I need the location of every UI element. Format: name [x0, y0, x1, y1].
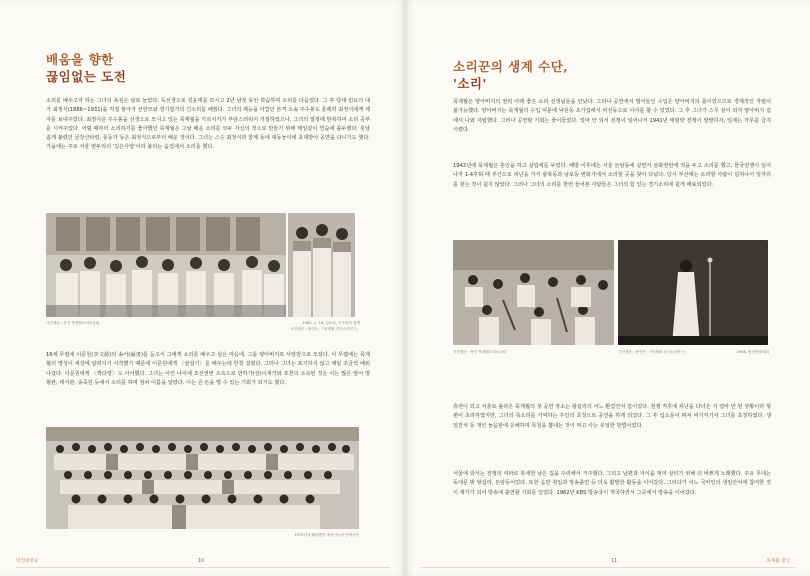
left-photo-caption-c: 1970년대 활동했던 예술인들의 단체사진 — [294, 533, 359, 537]
left-footer-title: 명인명창들 — [16, 559, 39, 564]
performance-photo-musicians — [453, 240, 614, 345]
group-photo-hanbok — [46, 213, 286, 317]
right-photo-caption-a: 사진제공 : 용인 묵계월소리보존회 — [453, 350, 507, 354]
right-heading — [453, 58, 568, 92]
right-photo-caption-b2: 1966. 명인명창대회 — [736, 350, 769, 354]
right-page — [405, 0, 810, 576]
left-photo-caption-b-line1: 1962. 1. 16. 김소희, 이소향과 함께 — [302, 321, 360, 325]
left-photo-caption-a: 사진제공 : 용인 묵계월소리보존회 — [46, 321, 100, 325]
right-footer-title: 묵계월 명인 — [766, 559, 790, 564]
left-page-number: 10 — [198, 559, 205, 564]
right-heading-line1: 소리꾼의 생계 수단, — [453, 59, 569, 74]
right-paragraph-4: 서울에 와서는 전쟁의 여파로 북새한 남은 집을 수리해서 거주했다. 그리고 남편과 자식을 먹여 살리기 위해 더 바쁘게 노래했다. 주요 무대는 동대문 밖 왕십리, 돈암동이었다. 또한 음반 취입과 방송출연 등 더욱 활발한 활동을 이어갔다. 그러다가 어느 국악인의 생일잔치에 참여한 것이 계기가 되어 방송에 출연할 기회를 얻었다. 1962년 KBS 방송국이 개국하면서 그곳에서 방송을 이어갔다. — [453, 471, 771, 496]
right-page-number: 11 — [611, 559, 618, 564]
left-photo-caption-b — [270, 320, 360, 332]
left-paragraph-2: 16세 무렵에 이문원(李文源)의 송서(誦書)를 듣고서 그에게 소리를 배우고 싶은 마음에, 그를 양아버지로 사랑받으로 모셨다. 이 무렵에는 묵계월의 명성이 세상에 알려지기 시작했기 때문에 이문원에게 〈삼설기〉를 배우는데 한창 걸렸다. 그러나 그녀는 포기하지 않고 매일 조금씩 배워나갔다. 이문원에게 〈짝타령〉도 사사했다. 그녀는 어린 나이에 조선권번 소속으로 반하가(상)이재가와 포천의 소속된 것은 이는 많은 앞어 명월관, 태서관, 송죽원 등에서 소리를 하며 점차 이름을 알렸다. 이는 큰 돈을 벌 수 있는 기회가 되기도 했다. — [46, 352, 370, 386]
right-paragraph-3: 휴전이 되고 서울로 올라온 묵계월의 첫 공연 장소는 왕십리의 어느 환갑잔치 집이었다. 전쟁 직후에 피난을 다녀온 지 얼마 안 된 상황이라 형편이 초라하였지만, 그녀의 목소리를 기억하는 주인의 초청으로 공연을 하게 되었다. 그 후 입소문이 퍼져 여기저기서 그녀를 초청하였다. 생일잔치 등 개인 놀음판에 응해하며 목청을 뽐내는 것이 먹고 사는 유일한 방법이었다. — [453, 404, 771, 429]
left-paragraph-1: 소리를 배우고자 하는 그녀의 욕심은 날로 늘었다. 독선생으로 김윤태를 모시고 2년 남짓 동안 학습하며 소리를 다듬었다. 그 후 당대 민요의 대가 최정식(1886~1931)을 직접 찾아가 선한모와 경기잡가의 긴소리를 배웠다. 그녀의 재능을 아깝던 본격 소송 주수봉도 훈례히 최정식에게 제자를 보내주었다. 최정식은 주수봉을 선생으로 모시고 있는 묵계월을 가르치기가 부담스러워서 거절하였으나, 그녀의 열정에 탄복하여 소리 공부를 시켜주었다. 어릴 때부터 소리하기를 좋아했던 묵계월은 그날 배운 소리를 모두 자신의 것으로 만들기 위해 매일같이 연습에 몰두했다. 훗날 좀게 불렸던 금강산타령, 풍등가 등은 최정식으로부터 배운 것이다. 그녀는 스승 최정식과 함께 동네 대동놀이에 초대받아 공연을 다니기도 했다. 가을에는 주로 서울 변두리의 '길은사랑'이라 불리는 움집에서 소리를 했다. — [46, 98, 370, 151]
left-heading-line2: 끊임없는 도전 — [46, 69, 127, 84]
right-paragraph-1: 묵계월은 양아버지의 권리 아래 좋은 소리 선생님들을 만났다. 그러나 공연에서 벌어들인 수입은 양아버지의 몫이었으므로 경제적인 자립이 불가능했다. 양아버지는 묵계월의 수입 덕분에 낙원동 초가집에서 익선동으로 이사를 할 수 있었다. 그 후 그녀가 스무 살이 되자 양아버지 집에서 나와 자립했다. 그러나 공연할 기회는 줄어들었다. 얼마 안 되서 전쟁이 일어나서 1941년 태평양 전쟁이 발발하자, 일제는 가무를 금지시켰다. — [453, 99, 771, 133]
right-photo-caption-b1: 사진제공 : 용인은, 『묵계월 경기소리연구』 — [618, 350, 688, 354]
right-heading-line2: '소리' — [453, 76, 487, 91]
left-photo-caption-b-line2: 사진제공 : 용인은, 『묵계월 경기소리연구』 — [290, 327, 360, 331]
right-paragraph-2: 1942년에 묵계월은 혼인을 하고 살림에를 두었다. 해방 이후에는 서울 돈암동에 살면서 삼화권번에 적을 두고 소리를 했고, 한국전쟁이 일어나자 1·4후퇴 때 부산으로 피난을 가서 광복동과 남포동 변화가에서 소리할 곳을 찾아 다녔다. 당시 부산에는 소리할 사람이 넘쳐나서 일자리를 찾는 것이 쉽지 않았다. 그러나 그녀의 소리를 한번 들어본 사람들은 그녀의 힘 있는 경기소리에 쉽게 매료되었다. — [453, 163, 771, 188]
group-photo-1970s — [46, 427, 359, 529]
performance-photo-singer — [618, 240, 768, 345]
right-footer-rule — [421, 567, 795, 568]
left-heading — [46, 51, 126, 85]
left-heading-line1: 배움을 향한 — [46, 52, 114, 67]
left-footer-rule — [16, 567, 390, 568]
portrait-photo-three-women — [288, 213, 355, 317]
